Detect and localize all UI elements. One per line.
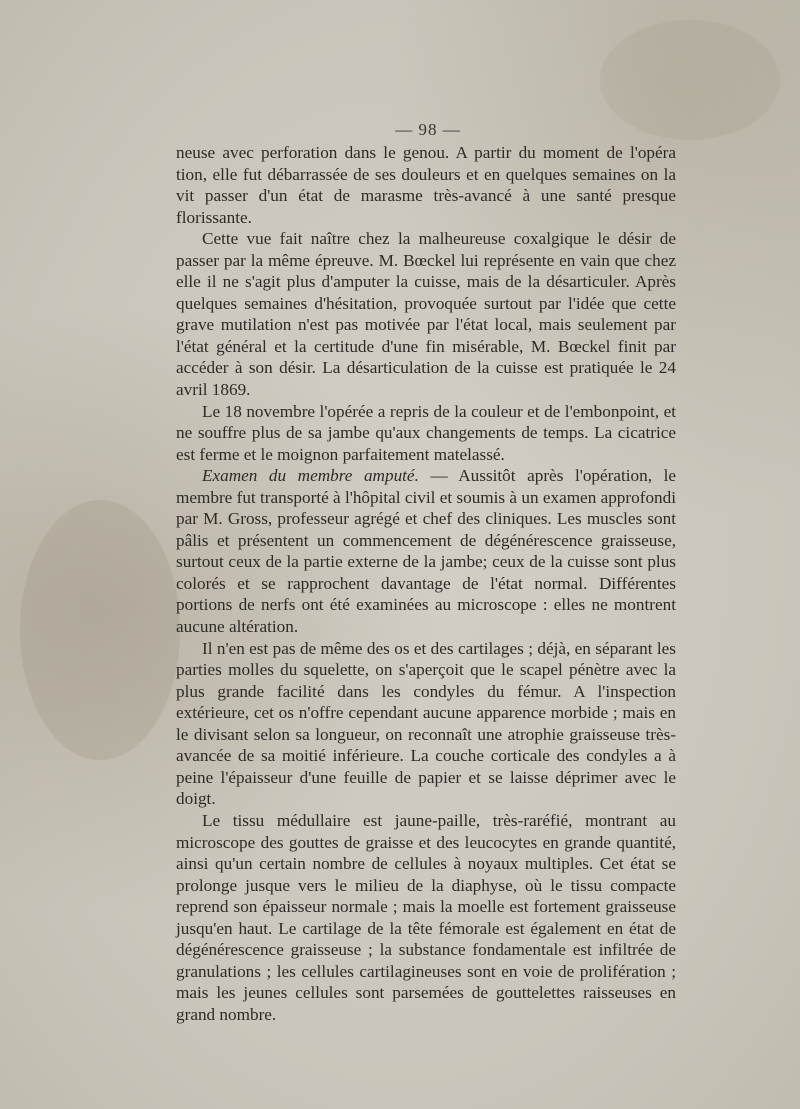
paragraph-text: neuse avec perforation dans le genou. A partir du moment de l'opéra tion, elle fut débarrassée de ses douleurs et en quelques semaines on la vit passer d'un état de marasme très-avancé à une santé presque florissante. (176, 143, 676, 227)
paragraph (176, 401, 676, 466)
paragraph (176, 810, 676, 1025)
paragraph-text: Il n'en est pas de même des os et des cartilages ; déjà, en séparant les parties molles du squelette, on s'aperçoit que le scapel pénètre avec la plus grande facilité dans les condyles du fémur. A l'inspection extérieure, cet os n'offre cependant aucune apparence morbide ; mais en le divisant selon sa longueur, on reconnaît une atrophie graisseuse très-avancée de sa moitié inférieure. La couche corticale des condyles a à peine l'épaisseur d'une feuille de papier et se laisse déprimer avec le doigt. (176, 638, 676, 809)
section-lead: Examen du membre amputé. (202, 466, 419, 486)
page-number: — 98 — (395, 120, 461, 139)
paragraph (176, 465, 676, 637)
paper-stain (600, 20, 780, 140)
paragraph (176, 142, 676, 228)
paper-stain (20, 500, 180, 760)
paragraph (176, 638, 676, 810)
paragraph (176, 228, 676, 400)
paragraph-text: Cette vue fait naître chez la malheureuse coxalgique le désir de passer par la même épreuve. M. Bœckel lui représente en vain que chez elle il ne s'agit plus d'amputer la cuisse, mais de la désarticuler. Après quelques semaines d'hésitation, provoquée surtout par l'idée que cette grave mutilation n'est pas motivée par l'état local, mais seulement par l'état général et la certitude d'une fin misérable, M. Bœckel finit par accéder à son désir. La désarticulation de la cuisse est pratiquée le 24 avril 1869. (176, 229, 676, 400)
paragraph-text: Le 18 novembre l'opérée a repris de la couleur et de l'embonpoint, et ne souffre plus de sa jambe qu'aux changements de temps. La cicatrice est ferme et le moignon parfaitement matelassé. (176, 401, 676, 464)
paragraph-text: Le tissu médullaire est jaune-paille, très-raréfié, montrant au microscope des gouttes de graisse et des leucocytes en grande quantité, ainsi qu'un certain nombre de cellules à noyaux multiples. Cet état se prolonge jusque vers le milieu de la diaphyse, où le tissu compacte reprend son épaisseur normale ; mais la moelle est fortement graisseuse jusqu'en haut. Le cartilage de la tête fémorale est également en état de dégénérescence graisseuse ; la substance fondamentale est infiltrée de granulations ; les cellules cartilagineuses sont en voie de prolifération ; mais les jeunes cellules sont parsemées de gouttelettes raisseuses en grand nombre. (176, 810, 676, 1024)
paragraph-text: — Aussitôt après l'opération, le membre fut transporté à l'hôpital civil et soumis à un examen approfondi par M. Gross, professeur agrégé et chef des cliniques. Les muscles sont pâlis et présentent un commencement de dégénérescence graisseuse, surtout ceux de la partie externe de la jambe; ceux de la cuisse sont plus colorés et se rapprochent davantage de l'état normal. Différentes portions de nerfs ont été examinées au microscope : elles ne montrent aucune altération. (176, 466, 676, 637)
body-text (176, 142, 676, 1025)
